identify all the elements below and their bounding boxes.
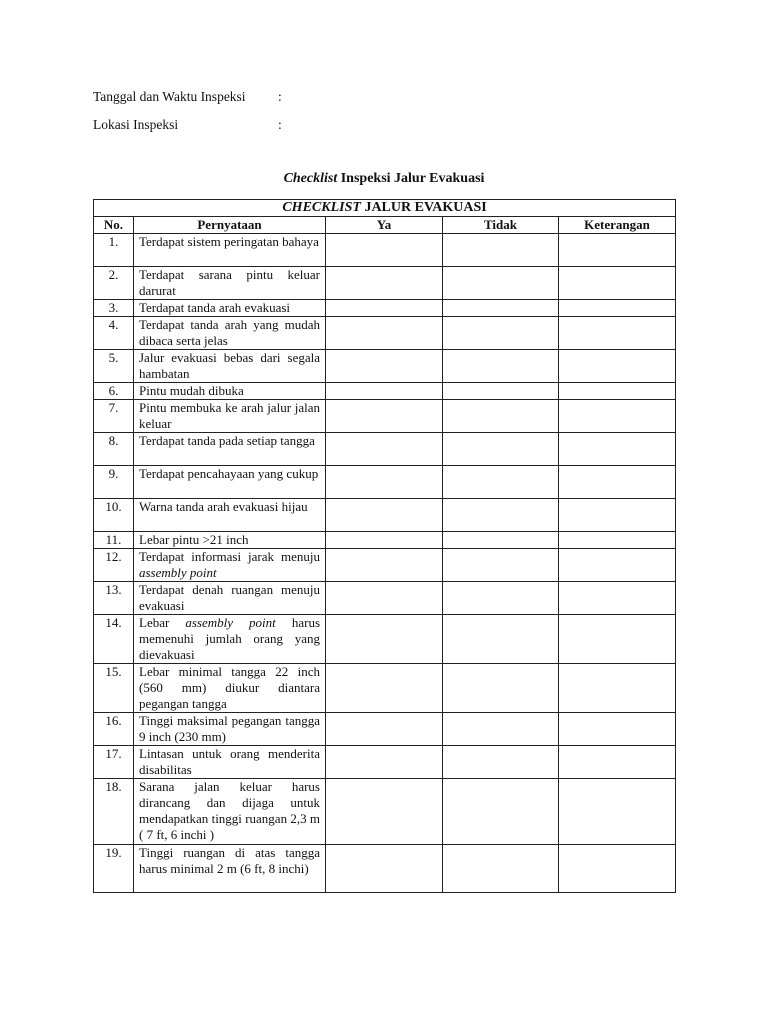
row-number: 15. bbox=[94, 664, 134, 713]
keterangan-cell[interactable] bbox=[559, 350, 676, 383]
table-header-row bbox=[94, 217, 676, 234]
keterangan-cell[interactable] bbox=[559, 317, 676, 350]
table-row bbox=[94, 664, 676, 713]
ya-cell[interactable] bbox=[326, 582, 443, 615]
row-number: 3. bbox=[94, 300, 134, 317]
row-number: 18. bbox=[94, 779, 134, 845]
tidak-cell[interactable] bbox=[443, 499, 559, 532]
row-statement: Terdapat sistem peringatan bahaya bbox=[134, 234, 326, 267]
tidak-cell[interactable] bbox=[443, 383, 559, 400]
tidak-cell[interactable] bbox=[443, 582, 559, 615]
ya-cell[interactable] bbox=[326, 713, 443, 746]
row-number: 9. bbox=[94, 466, 134, 499]
keterangan-cell[interactable] bbox=[559, 615, 676, 664]
statement-text: Lebar bbox=[139, 615, 186, 630]
table-caption bbox=[94, 200, 676, 217]
keterangan-cell[interactable] bbox=[559, 664, 676, 713]
table-row bbox=[94, 267, 676, 300]
row-number: 2. bbox=[94, 267, 134, 300]
column-header-ya: Ya bbox=[326, 217, 443, 234]
ya-cell[interactable] bbox=[326, 664, 443, 713]
row-statement bbox=[134, 549, 326, 582]
table-row bbox=[94, 350, 676, 383]
keterangan-cell[interactable] bbox=[559, 746, 676, 779]
row-statement: Pintu mudah dibuka bbox=[134, 383, 326, 400]
keterangan-cell[interactable] bbox=[559, 433, 676, 466]
ya-cell[interactable] bbox=[326, 300, 443, 317]
document-title bbox=[0, 171, 768, 187]
tidak-cell[interactable] bbox=[443, 713, 559, 746]
row-statement: Sarana jalan keluar harus dirancang dan dijaga untuk mendapatkan tinggi ruangan 2,3 m ( 7 ft, 6 inchi ) bbox=[134, 779, 326, 845]
row-statement: Lintasan untuk orang menderita disabilitas bbox=[134, 746, 326, 779]
table-row bbox=[94, 845, 676, 893]
table-row bbox=[94, 400, 676, 433]
tidak-cell[interactable] bbox=[443, 664, 559, 713]
row-number: 7. bbox=[94, 400, 134, 433]
row-statement: Tinggi ruangan di atas tangga harus minimal 2 m (6 ft, 8 inchi) bbox=[134, 845, 326, 893]
column-header-pernyataan: Pernyataan bbox=[134, 217, 326, 234]
tidak-cell[interactable] bbox=[443, 300, 559, 317]
table-row bbox=[94, 532, 676, 549]
table-row bbox=[94, 713, 676, 746]
table-row bbox=[94, 234, 676, 267]
tidak-cell[interactable] bbox=[443, 532, 559, 549]
ya-cell[interactable] bbox=[326, 499, 443, 532]
keterangan-cell[interactable] bbox=[559, 383, 676, 400]
keterangan-cell[interactable] bbox=[559, 499, 676, 532]
row-number: 1. bbox=[94, 234, 134, 267]
keterangan-cell[interactable] bbox=[559, 582, 676, 615]
inspection-date-label: Tanggal dan Waktu Inspeksi bbox=[93, 89, 246, 104]
ya-cell[interactable] bbox=[326, 532, 443, 549]
tidak-cell[interactable] bbox=[443, 845, 559, 893]
column-header-keterangan: Keterangan bbox=[559, 217, 676, 234]
table-row bbox=[94, 317, 676, 350]
ya-cell[interactable] bbox=[326, 845, 443, 893]
ya-cell[interactable] bbox=[326, 383, 443, 400]
row-number: 17. bbox=[94, 746, 134, 779]
table-row bbox=[94, 779, 676, 845]
table-row bbox=[94, 615, 676, 664]
row-statement bbox=[134, 615, 326, 664]
keterangan-cell[interactable] bbox=[559, 400, 676, 433]
ya-cell[interactable] bbox=[326, 433, 443, 466]
keterangan-cell[interactable] bbox=[559, 779, 676, 845]
row-statement: Lebar pintu >21 inch bbox=[134, 532, 326, 549]
table-row bbox=[94, 746, 676, 779]
tidak-cell[interactable] bbox=[443, 615, 559, 664]
row-statement: Terdapat tanda arah yang mudah dibaca serta jelas bbox=[134, 317, 326, 350]
row-statement: Jalur evakuasi bebas dari segala hambatan bbox=[134, 350, 326, 383]
row-number: 19. bbox=[94, 845, 134, 893]
row-number: 16. bbox=[94, 713, 134, 746]
ya-cell[interactable] bbox=[326, 267, 443, 300]
row-statement: Terdapat sarana pintu keluar darurat bbox=[134, 267, 326, 300]
ya-cell[interactable] bbox=[326, 549, 443, 582]
column-header-tidak: Tidak bbox=[443, 217, 559, 234]
table-row bbox=[94, 383, 676, 400]
ya-cell[interactable] bbox=[326, 400, 443, 433]
ya-cell[interactable] bbox=[326, 779, 443, 845]
row-number: 12. bbox=[94, 549, 134, 582]
row-number: 8. bbox=[94, 433, 134, 466]
ya-cell[interactable] bbox=[326, 317, 443, 350]
tidak-cell[interactable] bbox=[443, 267, 559, 300]
row-number: 11. bbox=[94, 532, 134, 549]
table-row bbox=[94, 549, 676, 582]
row-number: 14. bbox=[94, 615, 134, 664]
table-row bbox=[94, 433, 676, 466]
table-row bbox=[94, 499, 676, 532]
row-statement: Tinggi maksimal pegangan tangga 9 inch (230 mm) bbox=[134, 713, 326, 746]
table-row bbox=[94, 466, 676, 499]
statement-italic-term: assembly point bbox=[185, 615, 276, 630]
tidak-cell[interactable] bbox=[443, 466, 559, 499]
inspection-date-line bbox=[93, 88, 493, 106]
keterangan-cell[interactable] bbox=[559, 267, 676, 300]
row-statement: Lebar minimal tangga 22 inch (560 mm) diukur diantara pegangan tangga bbox=[134, 664, 326, 713]
checklist-body bbox=[94, 234, 676, 893]
row-statement: Warna tanda arah evakuasi hijau bbox=[134, 499, 326, 532]
keterangan-cell[interactable] bbox=[559, 532, 676, 549]
statement-text-continued: harus memenuhi jumlah orang yang dievakuasi bbox=[139, 615, 320, 662]
table-caption-row bbox=[94, 200, 676, 217]
checklist-table bbox=[93, 199, 676, 893]
tidak-cell[interactable] bbox=[443, 400, 559, 433]
document-title-italic: Checklist bbox=[283, 171, 338, 186]
keterangan-cell[interactable] bbox=[559, 300, 676, 317]
row-statement: Pintu membuka ke arah jalur jalan keluar bbox=[134, 400, 326, 433]
ya-cell[interactable] bbox=[326, 466, 443, 499]
inspection-location-line bbox=[93, 116, 493, 134]
tidak-cell[interactable] bbox=[443, 779, 559, 845]
inspection-location-separator: : bbox=[278, 117, 282, 132]
ya-cell[interactable] bbox=[326, 234, 443, 267]
tidak-cell[interactable] bbox=[443, 317, 559, 350]
tidak-cell[interactable] bbox=[443, 433, 559, 466]
row-number: 5. bbox=[94, 350, 134, 383]
keterangan-cell[interactable] bbox=[559, 713, 676, 746]
ya-cell[interactable] bbox=[326, 746, 443, 779]
row-statement: Terdapat denah ruangan menuju evakuasi bbox=[134, 582, 326, 615]
ya-cell[interactable] bbox=[326, 615, 443, 664]
row-statement: Terdapat tanda arah evakuasi bbox=[134, 300, 326, 317]
table-caption-italic: CHECKLIST bbox=[282, 200, 361, 215]
column-header-no: No. bbox=[94, 217, 134, 234]
inspection-date-separator: : bbox=[278, 89, 282, 104]
tidak-cell[interactable] bbox=[443, 746, 559, 779]
tidak-cell[interactable] bbox=[443, 549, 559, 582]
row-statement: Terdapat tanda pada setiap tangga bbox=[134, 433, 326, 466]
document-title-rest: Inspeksi Jalur Evakuasi bbox=[337, 171, 485, 186]
statement-text: Terdapat informasi jarak menuju bbox=[139, 549, 320, 564]
row-number: 13. bbox=[94, 582, 134, 615]
table-caption-rest: JALUR EVAKUASI bbox=[360, 200, 487, 215]
tidak-cell[interactable] bbox=[443, 234, 559, 267]
keterangan-cell[interactable] bbox=[559, 549, 676, 582]
keterangan-cell[interactable] bbox=[559, 466, 676, 499]
row-statement: Terdapat pencahayaan yang cukup bbox=[134, 466, 326, 499]
tidak-cell[interactable] bbox=[443, 350, 559, 383]
table-row bbox=[94, 582, 676, 615]
statement-italic-term: assembly point bbox=[139, 565, 217, 580]
keterangan-cell[interactable] bbox=[559, 845, 676, 893]
row-number: 4. bbox=[94, 317, 134, 350]
row-number: 6. bbox=[94, 383, 134, 400]
table-row bbox=[94, 300, 676, 317]
keterangan-cell[interactable] bbox=[559, 234, 676, 267]
inspection-location-label: Lokasi Inspeksi bbox=[93, 117, 179, 132]
row-number: 10. bbox=[94, 499, 134, 532]
ya-cell[interactable] bbox=[326, 350, 443, 383]
